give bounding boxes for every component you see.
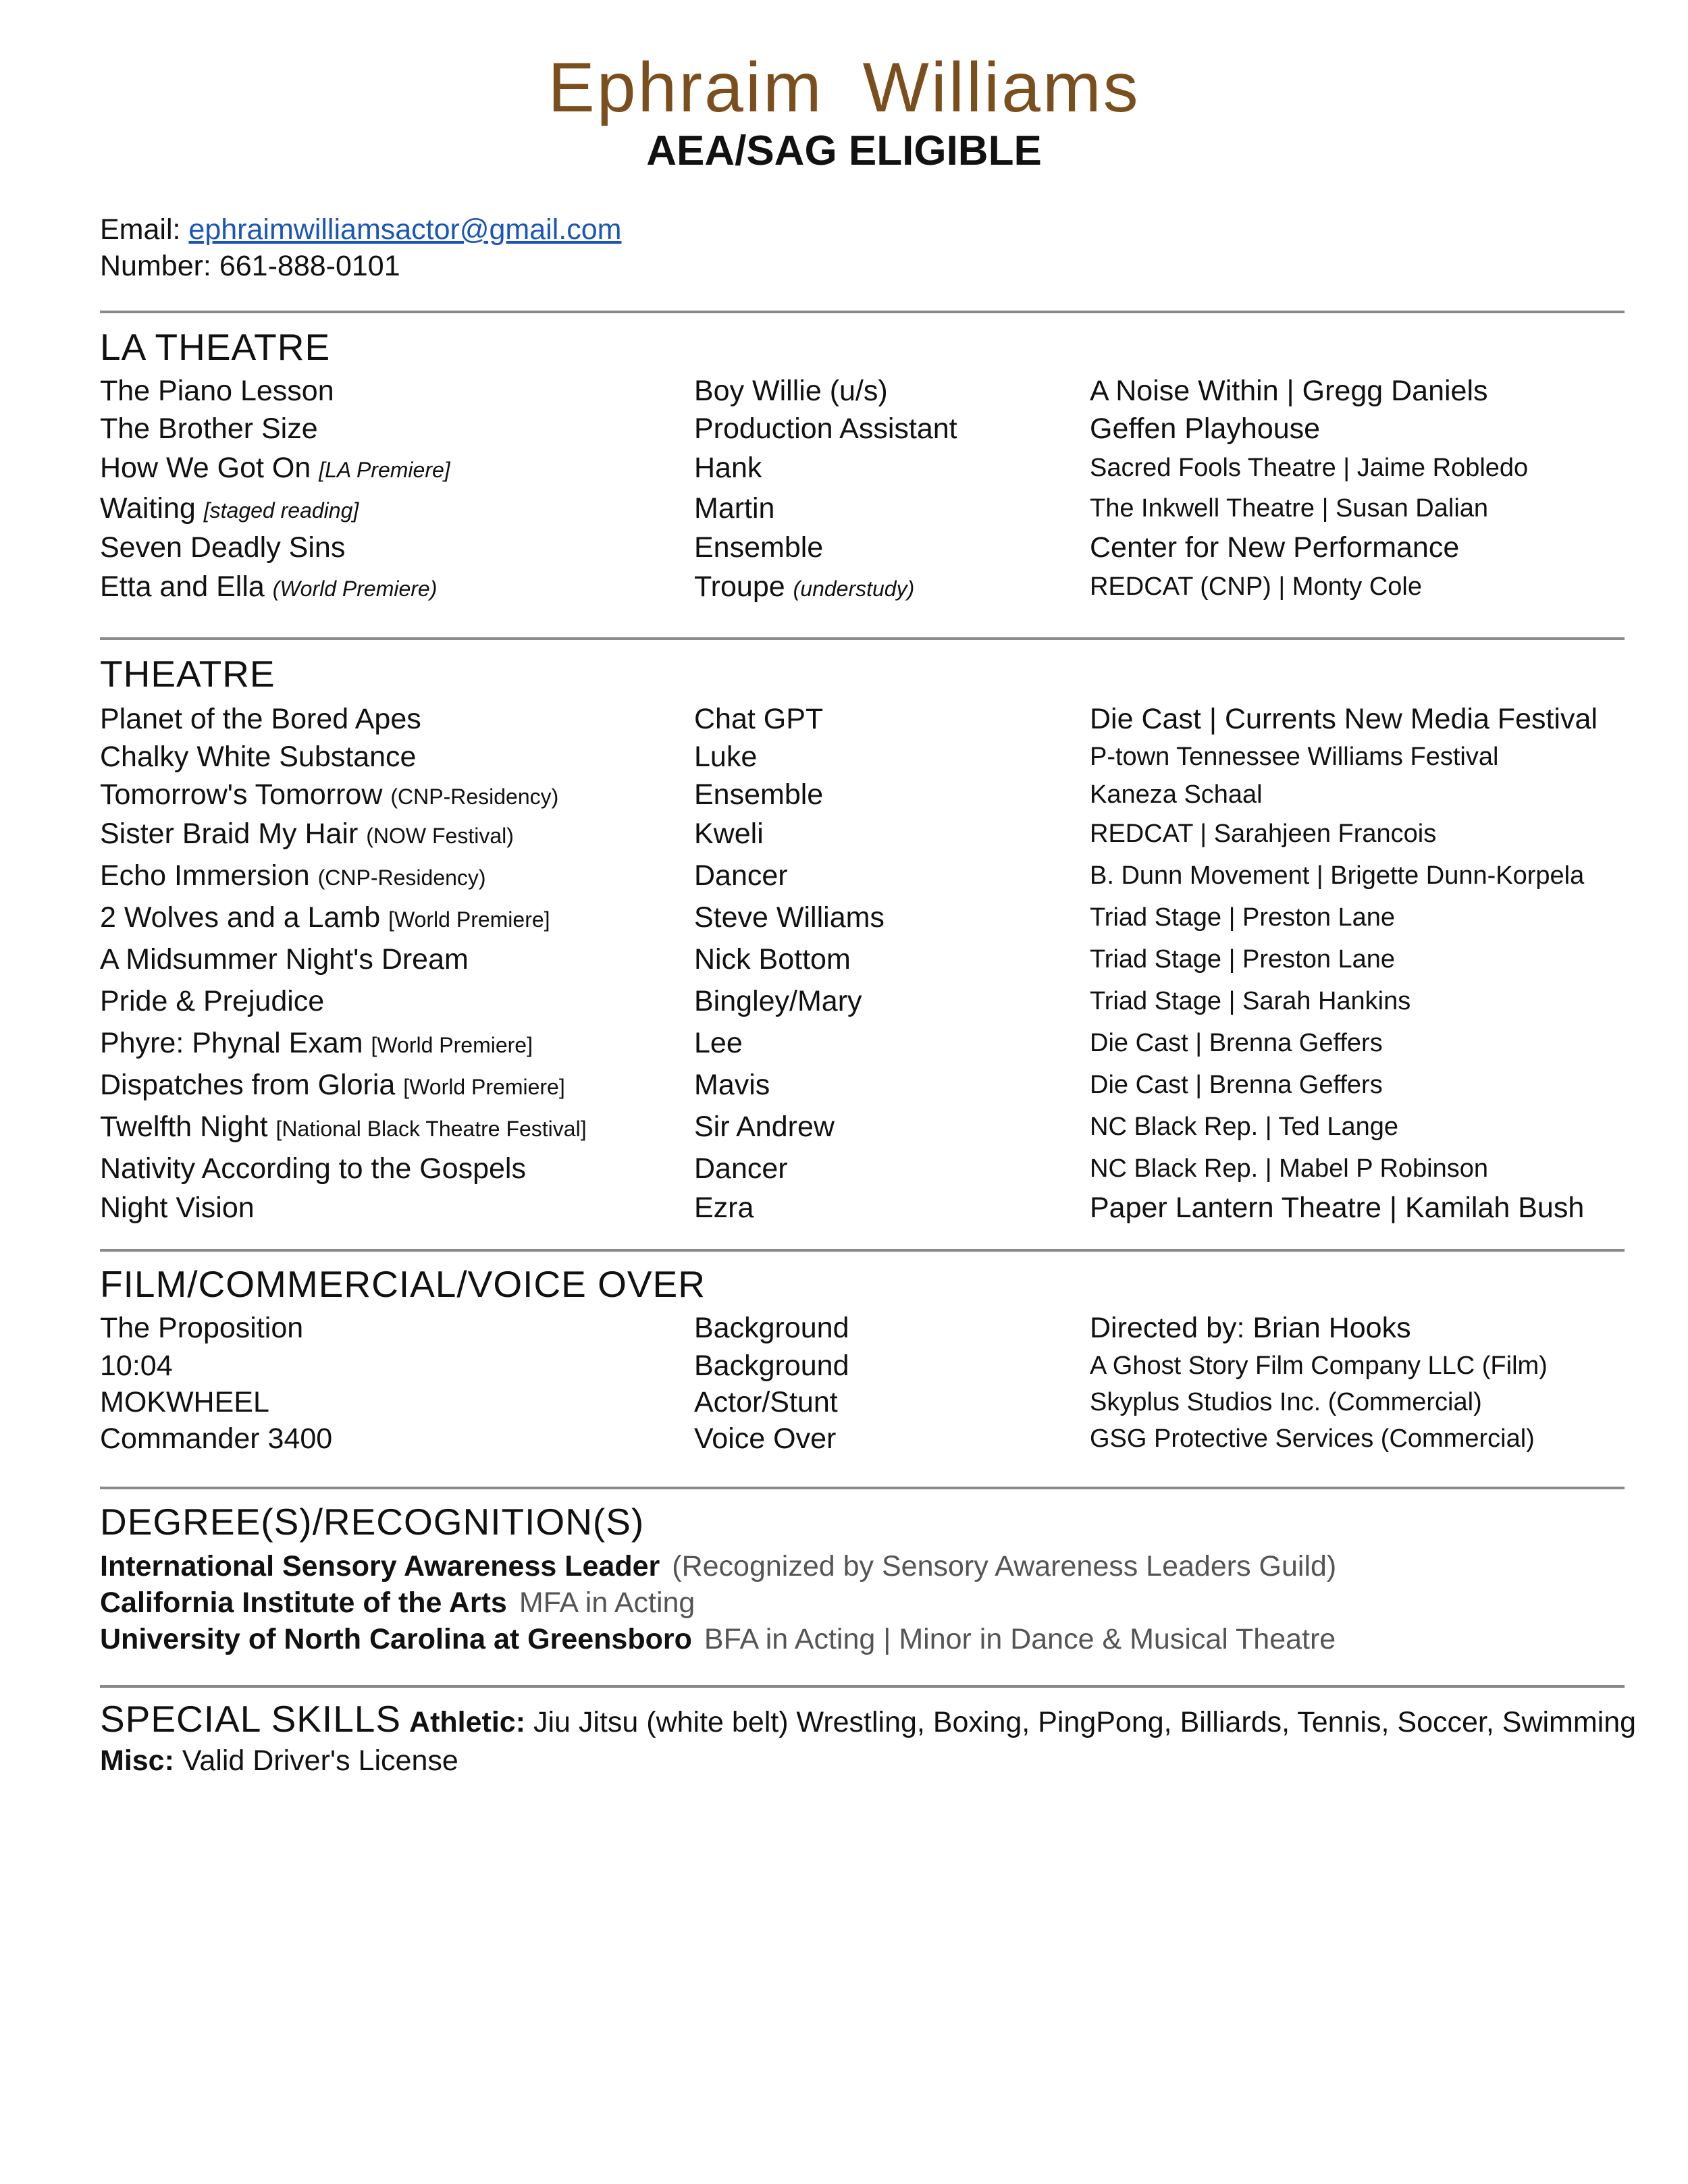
phone-line xyxy=(100,248,400,284)
divider xyxy=(100,637,1625,640)
credit-row xyxy=(0,1308,1688,1348)
credit-row xyxy=(0,856,1688,895)
role: Bingley/Mary xyxy=(694,985,862,1017)
show-title: Dispatches from Gloria [World Premiere] xyxy=(100,1069,565,1101)
company: Center for New Performance xyxy=(1090,531,1460,564)
company: Triad Stage | Sarah Hankins xyxy=(1090,987,1411,1015)
actor-name xyxy=(0,47,1688,128)
company: The Inkwell Theatre | Susan Dalian xyxy=(1090,494,1489,523)
show-note: [World Premiere] xyxy=(403,1075,565,1099)
role: Voice Over xyxy=(694,1422,837,1455)
section-title-skills: SPECIAL SKILLS xyxy=(100,1698,402,1740)
credit-row xyxy=(0,409,1688,448)
email-line xyxy=(100,212,621,247)
role: Boy Willie (u/s) xyxy=(694,375,888,407)
credit-row xyxy=(0,940,1688,979)
show-note: (NOW Festival) xyxy=(366,824,514,848)
show-title: Pride & Prejudice xyxy=(100,985,325,1017)
credit-row xyxy=(0,1065,1688,1104)
company: Paper Lantern Theatre | Kamilah Bush xyxy=(1090,1192,1585,1224)
credit-row xyxy=(0,1188,1688,1227)
role: Kweli xyxy=(694,818,764,850)
show-title: Waiting [staged reading] xyxy=(100,492,359,525)
role: Background xyxy=(694,1350,849,1382)
role: Mavis xyxy=(694,1069,770,1101)
show-note: (CNP-Residency) xyxy=(390,784,559,809)
role: Steve Williams xyxy=(694,901,885,934)
show-note: [staged reading] xyxy=(203,498,359,523)
show-title: 10:04 xyxy=(100,1350,173,1382)
show-title: Etta and Ella (World Premiere) xyxy=(100,570,438,603)
credit-row xyxy=(0,814,1688,853)
role: Dancer xyxy=(694,859,788,892)
company: Die Cast | Brenna Geffers xyxy=(1090,1029,1383,1057)
credit-row xyxy=(0,1346,1688,1385)
show-title: Sister Braid My Hair (NOW Festival) xyxy=(100,818,514,850)
email-link[interactable]: ephraimwilliamsactor@gmail.com xyxy=(188,213,622,246)
company: Directed by: Brian Hooks xyxy=(1090,1312,1411,1344)
company: Triad Stage | Preston Lane xyxy=(1090,903,1396,932)
company: Triad Stage | Preston Lane xyxy=(1090,945,1396,974)
union-status: AEA/SAG ELIGIBLE xyxy=(646,128,1042,174)
show-title: Phyre: Phynal Exam [World Premiere] xyxy=(100,1027,533,1059)
show-title: 2 Wolves and a Lamb [World Premiere] xyxy=(100,901,550,934)
company: Skyplus Studios Inc. (Commercial) xyxy=(1090,1388,1482,1416)
misc-label: Misc: xyxy=(100,1744,174,1777)
credit-row xyxy=(0,1107,1688,1146)
last-name: Williams xyxy=(862,49,1140,127)
misc-skills: Valid Driver's License xyxy=(182,1744,458,1777)
section-title-la-theatre: LA THEATRE xyxy=(100,326,331,368)
skills-athletic-line xyxy=(100,1699,1636,1742)
company: A Ghost Story Film Company LLC (Film) xyxy=(1090,1352,1548,1380)
show-title: Twelfth Night [National Black Theatre Festival] xyxy=(100,1111,587,1143)
show-title: Nativity According to the Gospels xyxy=(100,1152,526,1185)
show-title: Chalky White Substance xyxy=(100,741,417,773)
company: REDCAT (CNP) | Monty Cole xyxy=(1090,572,1422,601)
credit-row xyxy=(0,489,1688,528)
credit-row xyxy=(0,737,1688,776)
degree-detail: (Recognized by Sensory Awareness Leaders Guild) xyxy=(672,1550,1337,1582)
company: A Noise Within | Gregg Daniels xyxy=(1090,375,1488,407)
degree-item xyxy=(100,1584,695,1622)
degree-detail: BFA in Acting | Minor in Dance & Musical Theatre xyxy=(704,1623,1336,1655)
credit-row xyxy=(0,699,1688,739)
company: GSG Protective Services (Commercial) xyxy=(1090,1424,1535,1453)
company: NC Black Rep. | Mabel P Robinson xyxy=(1090,1154,1489,1183)
divider xyxy=(100,1685,1625,1688)
section-title-degrees: DEGREE(S)/RECOGNITION(S) xyxy=(100,1501,645,1543)
first-name: Ephraim xyxy=(548,49,824,127)
role: Ezra xyxy=(694,1192,754,1224)
section-title-theatre: THEATRE xyxy=(100,653,275,695)
show-title: Planet of the Bored Apes xyxy=(100,703,421,735)
company: Die Cast | Currents New Media Festival xyxy=(1090,703,1598,735)
show-title: Echo Immersion (CNP-Residency) xyxy=(100,859,486,892)
phone-number: 661-888-0101 xyxy=(219,250,400,282)
show-title: Night Vision xyxy=(100,1192,255,1224)
company: Geffen Playhouse xyxy=(1090,412,1321,445)
athletic-skills: Jiu Jitsu (white belt) Wrestling, Boxing, PingPong, Billiards, Tennis, Soccer, Swimming xyxy=(533,1706,1637,1738)
phone-label: Number: xyxy=(100,250,211,282)
show-note: [LA Premiere] xyxy=(319,458,450,482)
company: REDCAT | Sarahjeen Francois xyxy=(1090,820,1437,848)
credit-row xyxy=(0,1383,1688,1422)
institution: California Institute of the Arts xyxy=(100,1587,507,1619)
show-note: (CNP-Residency) xyxy=(317,865,486,890)
athletic-label: Athletic: xyxy=(409,1706,526,1738)
role: Luke xyxy=(694,741,758,773)
credit-row xyxy=(0,1023,1688,1063)
show-title: A Midsummer Night's Dream xyxy=(100,943,469,976)
company: P-town Tennessee Williams Festival xyxy=(1090,743,1499,771)
role: Background xyxy=(694,1312,849,1344)
role-note: (understudy) xyxy=(793,577,915,601)
company: B. Dunn Movement | Brigette Dunn-Korpela xyxy=(1090,861,1585,890)
degree-detail: MFA in Acting xyxy=(519,1587,695,1619)
credit-row xyxy=(0,371,1688,410)
role: Martin xyxy=(694,492,775,525)
show-note: [World Premiere] xyxy=(371,1033,533,1057)
email-label: Email: xyxy=(100,213,181,246)
role: Actor/Stunt xyxy=(694,1386,838,1418)
divider xyxy=(100,311,1625,313)
credit-row xyxy=(0,567,1688,606)
company: NC Black Rep. | Ted Lange xyxy=(1090,1113,1398,1141)
show-note: (World Premiere) xyxy=(272,577,438,601)
show-title: Commander 3400 xyxy=(100,1422,333,1455)
role: Nick Bottom xyxy=(694,943,851,976)
show-title: MOKWHEEL xyxy=(100,1386,269,1418)
degree-item xyxy=(100,1547,1336,1585)
role: Dancer xyxy=(694,1152,788,1185)
show-note: [World Premiere] xyxy=(388,907,550,932)
divider xyxy=(100,1487,1625,1489)
show-title: The Brother Size xyxy=(100,412,318,445)
role: Production Assistant xyxy=(694,412,957,445)
role: Ensemble xyxy=(694,778,824,811)
role: Sir Andrew xyxy=(694,1111,835,1143)
credit-row xyxy=(0,528,1688,567)
institution: International Sensory Awareness Leader xyxy=(100,1550,660,1582)
show-title: The Piano Lesson xyxy=(100,375,334,407)
credit-row xyxy=(0,982,1688,1021)
section-title-film: FILM/COMMERCIAL/VOICE OVER xyxy=(100,1263,706,1305)
role: Ensemble xyxy=(694,531,824,564)
degree-item xyxy=(100,1620,1336,1658)
company: Kaneza Schaal xyxy=(1090,780,1263,809)
role: Hank xyxy=(694,452,762,484)
credit-row xyxy=(0,898,1688,937)
role: Troupe (understudy) xyxy=(694,570,915,603)
skills-misc-line xyxy=(100,1740,458,1781)
divider xyxy=(100,1249,1625,1252)
institution: University of North Carolina at Greensboro xyxy=(100,1623,692,1655)
credit-row xyxy=(0,448,1688,487)
show-note: [National Black Theatre Festival] xyxy=(275,1117,587,1141)
role: Lee xyxy=(694,1027,743,1059)
company: Die Cast | Brenna Geffers xyxy=(1090,1071,1383,1099)
show-title: How We Got On [LA Premiere] xyxy=(100,452,450,484)
show-title: Seven Deadly Sins xyxy=(100,531,346,564)
credit-row xyxy=(0,1419,1688,1458)
credit-row xyxy=(0,775,1688,814)
role: Chat GPT xyxy=(694,703,824,735)
show-title: The Proposition xyxy=(100,1312,304,1344)
show-title: Tomorrow's Tomorrow (CNP-Residency) xyxy=(100,778,559,811)
company: Sacred Fools Theatre | Jaime Robledo xyxy=(1090,454,1529,482)
credit-row xyxy=(0,1149,1688,1188)
